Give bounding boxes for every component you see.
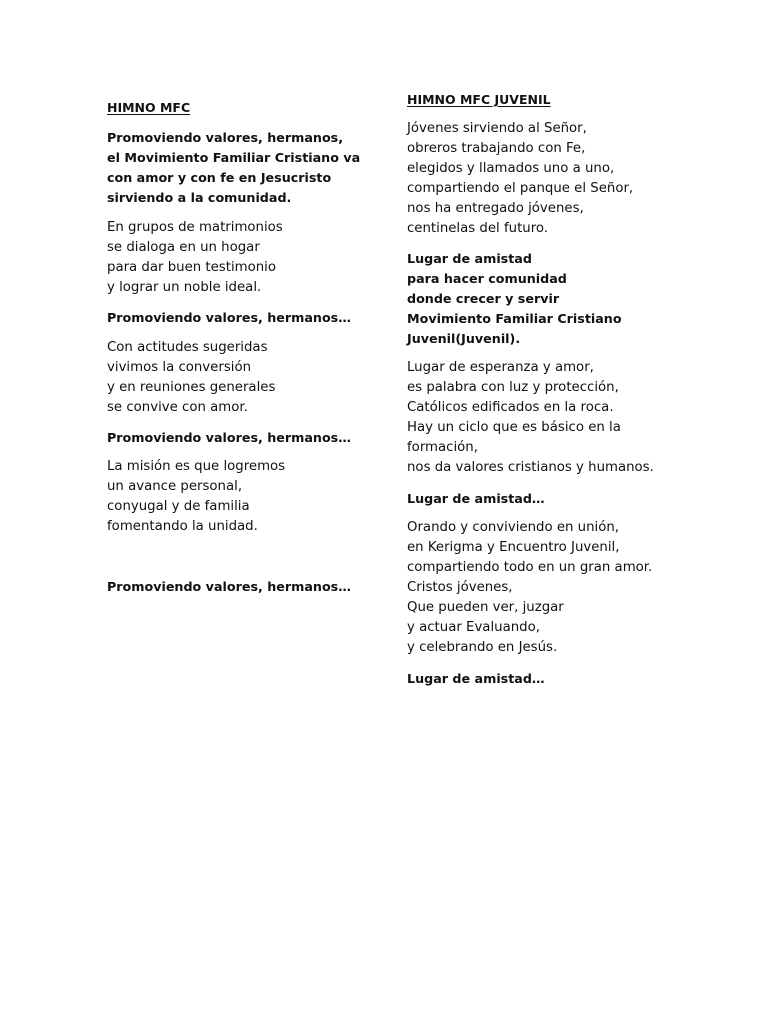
hymn-line: y lograr un noble ideal.: [107, 280, 262, 295]
hymn-line: En grupos de matrimonios: [107, 220, 283, 235]
left-stanza-verse: [107, 457, 285, 537]
hymn-line: elegidos y llamados uno a uno,: [407, 161, 615, 176]
hymn-line: compartiendo todo en un gran amor.: [407, 560, 653, 575]
hymn-line: en Kerigma y Encuentro Juvenil,: [407, 540, 620, 555]
hymn-line: Orando y conviviendo en unión,: [407, 520, 619, 535]
hymn-line: conyugal y de familia: [107, 499, 250, 514]
hymn-line: y actuar Evaluando,: [407, 620, 540, 635]
right-hymn-title: HIMNO MFC JUVENIL: [407, 92, 551, 107]
hymn-line: formación,: [407, 440, 478, 455]
hymn-line: vivimos la conversión: [107, 360, 252, 375]
right-stanza-verse: [407, 518, 652, 658]
left-stanza-chorus: [107, 428, 351, 448]
hymn-line: Que pueden ver, juzgar: [407, 600, 564, 615]
hymn-line: Lugar de esperanza y amor,: [407, 360, 594, 375]
hymn-line: Promoviendo valores, hermanos…: [107, 430, 351, 445]
hymn-line: donde crecer y servir: [407, 291, 560, 306]
left-stanza-verse: [107, 218, 283, 298]
left-stanza-verse: [107, 338, 275, 418]
hymn-line: un avance personal,: [107, 479, 243, 494]
hymn-line: compartiendo el panque el Señor,: [407, 181, 634, 196]
hymn-line: Católicos edificados en la roca.: [407, 400, 614, 415]
hymn-line: obreros trabajando con Fe,: [407, 141, 586, 156]
hymn-line: Jóvenes sirviendo al Señor,: [407, 121, 587, 136]
left-hymn-title: HIMNO MFC: [107, 100, 191, 115]
hymn-line: el Movimiento Familiar Cristiano va: [107, 150, 361, 165]
left-stanza-chorus: [107, 308, 351, 328]
right-stanza-verse: [407, 358, 654, 478]
left-stanza-chorus: [107, 577, 351, 597]
right-stanza-chorus: [407, 669, 545, 689]
hymn-line: y en reuniones generales: [107, 380, 276, 395]
hymn-line: se dialoga en un hogar: [107, 240, 260, 255]
hymn-line: Promoviendo valores, hermanos,: [107, 130, 344, 145]
hymn-line: Juvenil(Juvenil).: [407, 331, 521, 346]
hymn-line: para hacer comunidad: [407, 271, 567, 286]
right-stanza-verse: [407, 119, 633, 239]
hymn-line: Hay un ciclo que es básico en la: [407, 420, 621, 435]
hymn-line: y celebrando en Jesús.: [407, 640, 558, 655]
hymn-line: La misión es que logremos: [107, 459, 286, 474]
hymn-line: nos ha entregado jóvenes,: [407, 201, 584, 216]
right-stanza-chorus: [407, 249, 622, 349]
hymn-line: nos da valores cristianos y humanos.: [407, 460, 654, 475]
hymn-line: para dar buen testimonio: [107, 260, 276, 275]
hymn-line: Promoviendo valores, hermanos…: [107, 310, 351, 325]
hymn-line: centinelas del futuro.: [407, 221, 549, 236]
hymn-line: sirviendo a la comunidad.: [107, 190, 292, 205]
right-stanza-chorus: [407, 489, 545, 509]
hymn-line: Lugar de amistad…: [407, 491, 545, 506]
hymn-line: es palabra con luz y protección,: [407, 380, 619, 395]
hymn-line: con amor y con fe en Jesucristo: [107, 170, 332, 185]
hymn-line: Promoviendo valores, hermanos…: [107, 579, 351, 594]
hymn-line: Lugar de amistad…: [407, 671, 545, 686]
hymn-line: Movimiento Familiar Cristiano: [407, 311, 622, 326]
hymn-line: Con actitudes sugeridas: [107, 340, 268, 355]
hymn-line: Cristos jóvenes,: [407, 580, 513, 595]
left-stanza-chorus: [107, 128, 360, 208]
hymn-line: se convive con amor.: [107, 400, 248, 415]
hymn-line: Lugar de amistad: [407, 251, 532, 266]
hymn-line: fomentando la unidad.: [107, 519, 258, 534]
